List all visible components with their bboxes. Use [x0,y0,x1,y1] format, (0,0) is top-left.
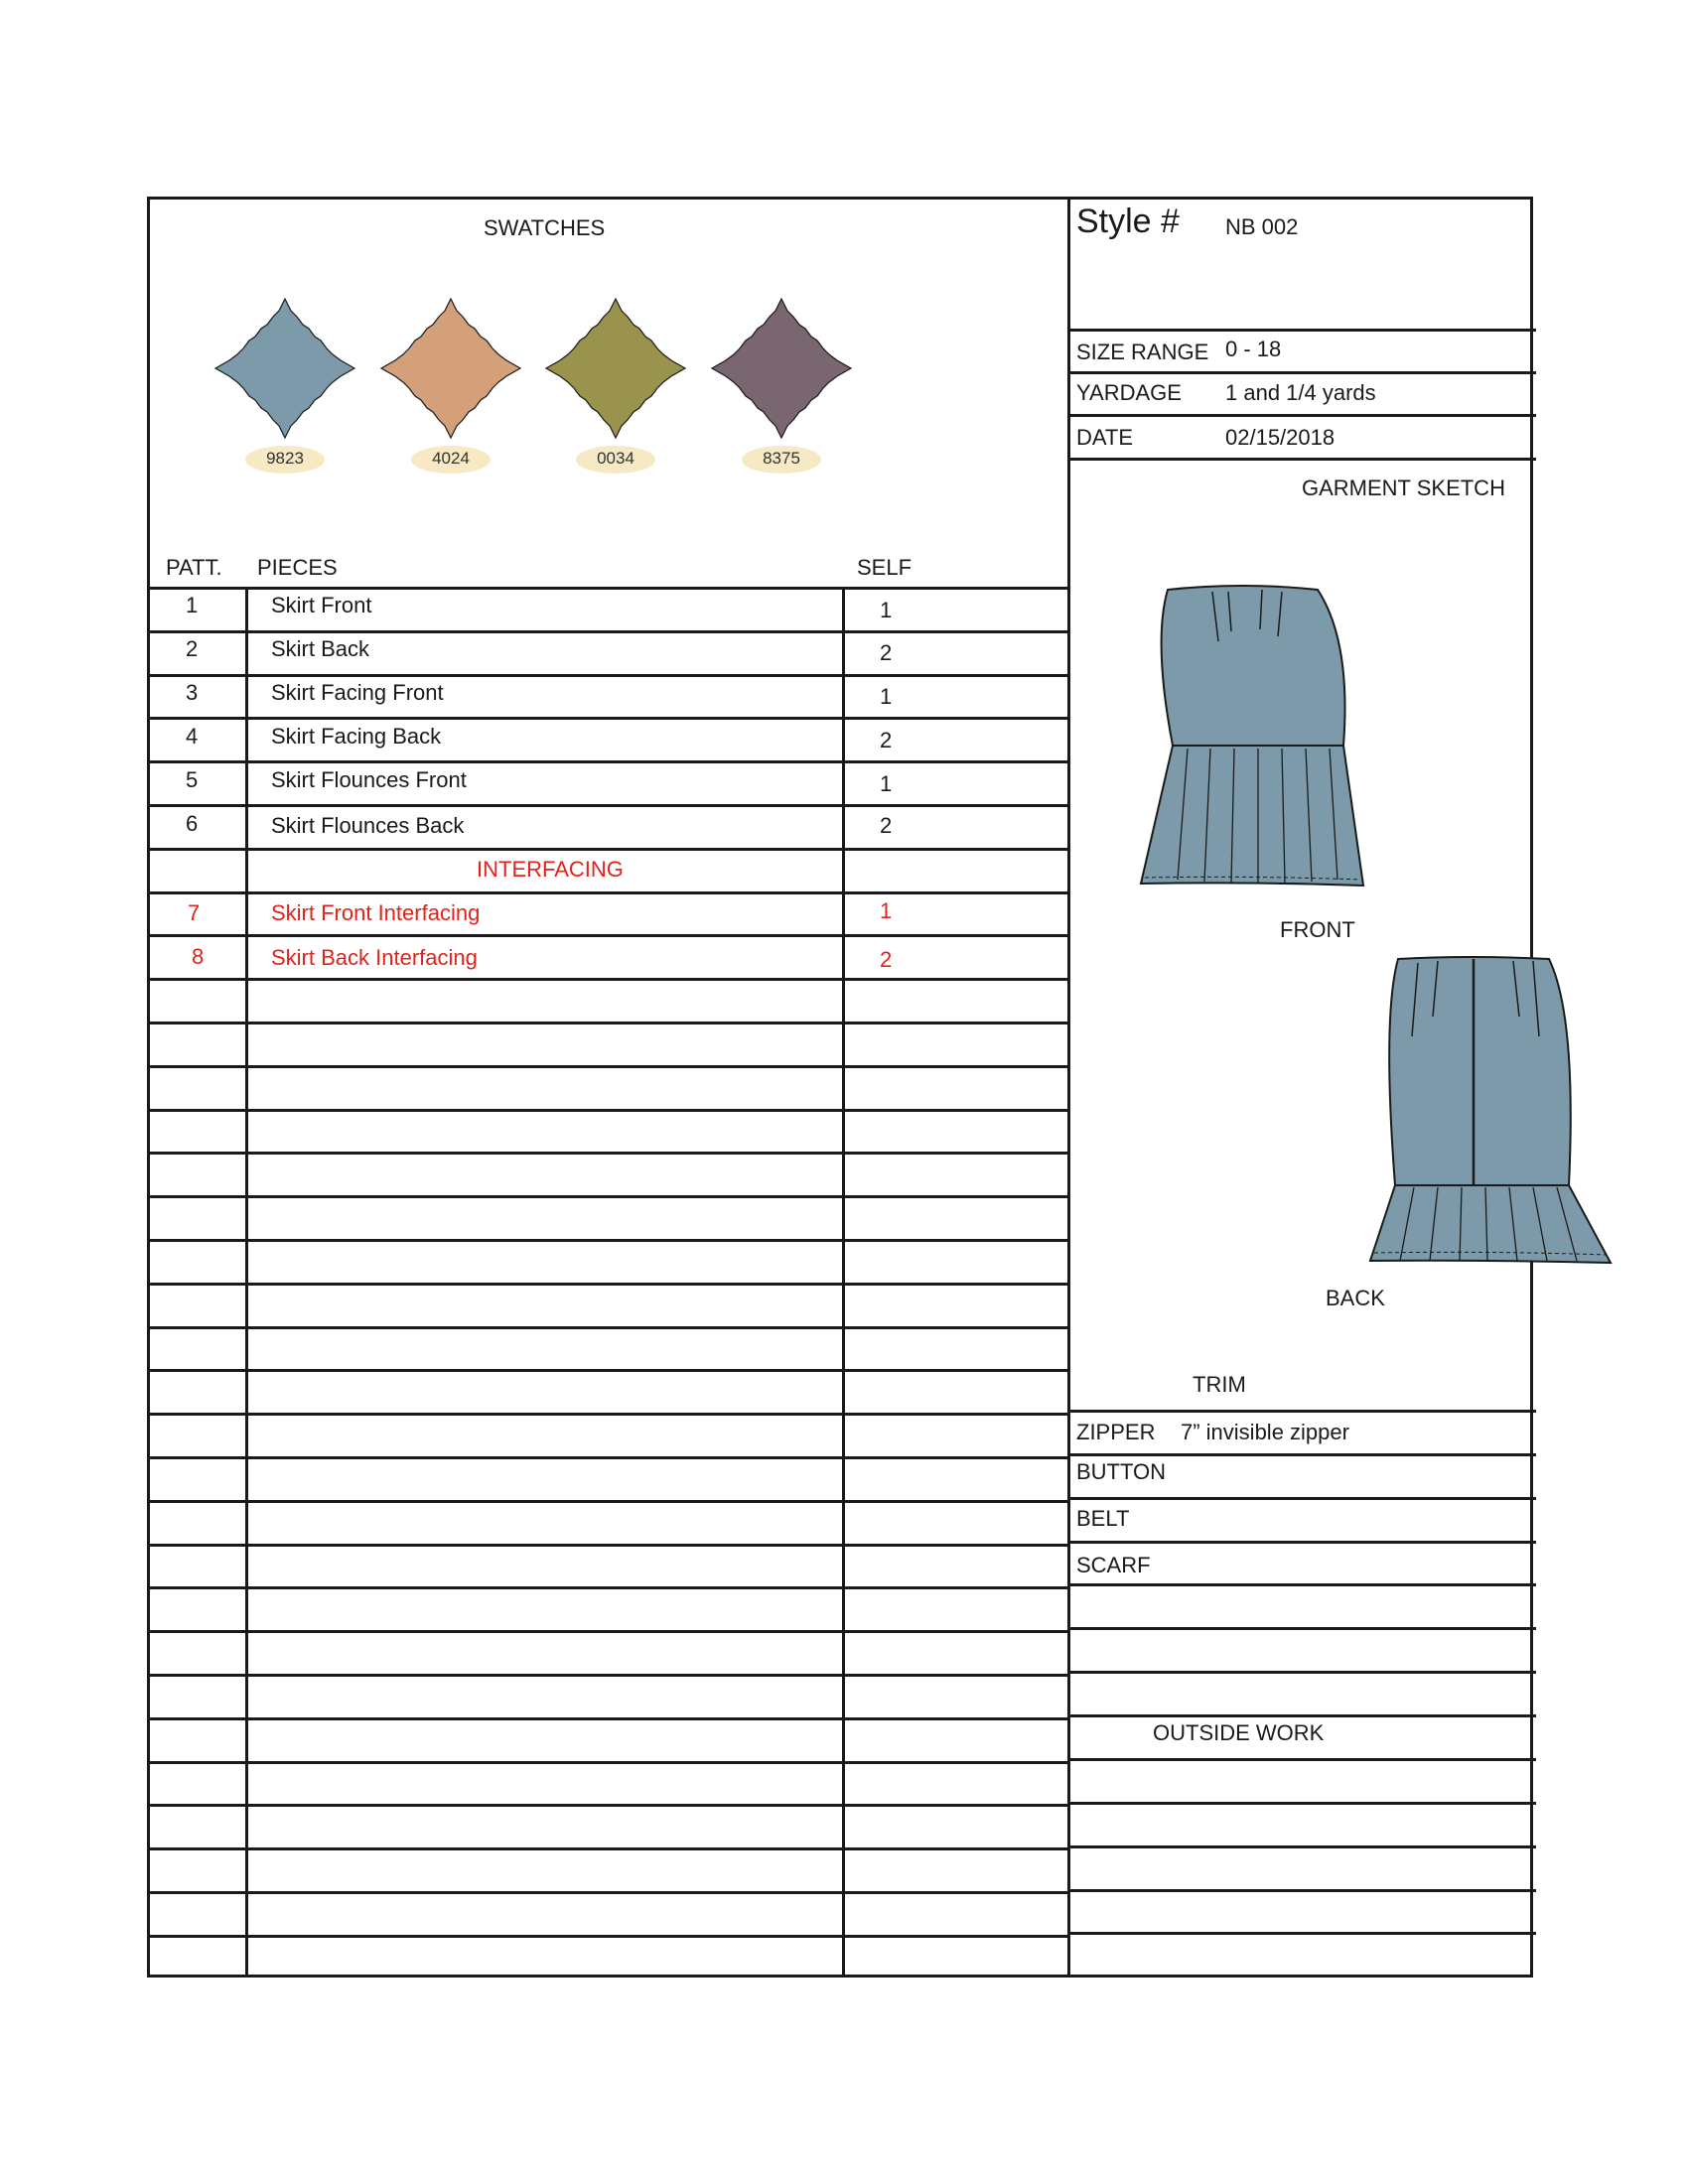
right-row-line [1067,1889,1536,1892]
table-row-line [150,1586,1067,1589]
table-row-line [150,1152,1067,1155]
row1-patt: 1 [186,593,199,617]
style-value: NB 002 [1225,214,1299,239]
row3-self: 1 [880,684,893,709]
table-row-line [150,1022,1067,1024]
row1-self: 1 [880,598,893,622]
table-row-line [150,1891,1067,1894]
table-row-line [150,1674,1067,1677]
date-line [1067,458,1536,461]
right-row-line [1067,1453,1536,1456]
table-row-line [150,1630,1067,1633]
front-skirt-flounce [1141,746,1363,886]
row3-patt: 3 [186,680,199,705]
yardage-label: YARDAGE [1076,380,1182,405]
right-row-line [1067,1410,1536,1413]
swatch-9823 [215,299,354,474]
right-row-line [1067,1802,1536,1805]
zipper-value: 7” invisible zipper [1181,1420,1349,1444]
table-row-line [150,1065,1067,1068]
row5-patt: 5 [186,767,199,792]
row1-piece: Skirt Front [271,593,372,617]
swatch-diamond [546,299,685,438]
table-row-line [150,1109,1067,1112]
scarf-label: SCARF [1076,1553,1151,1577]
garment-sketch-title: GARMENT SKETCH [1302,476,1505,500]
col-pieces-header: PIECES [257,555,338,580]
style-box-line [1067,329,1536,332]
date-label: DATE [1076,425,1134,450]
outside-work-title: OUTSIDE WORK [1153,1720,1325,1745]
row2-self: 2 [880,640,893,665]
swatch-group [150,200,1063,497]
zipper-label: ZIPPER [1076,1420,1156,1444]
front-label: FRONT [1280,917,1355,942]
swatches-title: SWATCHES [484,215,606,240]
table-row-line [150,1326,1067,1329]
row8-self: 2 [880,947,893,972]
table-row-line [150,760,1067,763]
row6-patt: 6 [186,811,199,836]
col-self-header: SELF [857,555,913,580]
table-row-line [150,978,1067,981]
row4-piece: Skirt Facing Back [271,724,442,749]
right-row-line [1067,1541,1536,1544]
yardage-line [1067,414,1536,417]
table-row-line [150,1935,1067,1938]
table-row-line [150,891,1067,894]
right-row-line [1067,1758,1536,1761]
center-divider [1067,200,1070,1975]
row3-piece: Skirt Facing Front [271,680,444,705]
table-row-line [150,1761,1067,1764]
table-row-line [150,674,1067,677]
row5-self: 1 [880,771,893,796]
table-row-line [150,1239,1067,1242]
button-label: BUTTON [1076,1459,1167,1484]
table-row-line [150,848,1067,851]
right-row-line [1067,1714,1536,1717]
table-row-line [150,1369,1067,1372]
row4-self: 2 [880,728,893,752]
yardage-value: 1 and 1/4 yards [1225,380,1376,405]
table-row-line [150,1283,1067,1286]
table-row-line [150,1413,1067,1416]
table-row-line [150,1544,1067,1547]
swatch-8375 [712,299,851,474]
table-row-line [150,1717,1067,1720]
table-row-line [150,1804,1067,1807]
swatch-code: 0034 [597,449,634,468]
row2-patt: 2 [186,636,199,661]
swatch-diamond [381,299,520,438]
table-row-line [150,587,1067,590]
size-range-line [1067,371,1536,374]
table-row-line [150,1195,1067,1198]
table-row-line [150,804,1067,807]
row2-piece: Skirt Back [271,636,370,661]
swatch-code: 4024 [432,449,470,468]
front-skirt-body [1162,586,1345,746]
right-row-line [1067,1845,1536,1848]
row5-piece: Skirt Flounces Front [271,767,467,792]
right-row-line [1067,1671,1536,1674]
patt-column-line [245,587,248,1977]
swatch-4024 [381,299,520,474]
date-value: 02/15/2018 [1225,425,1336,450]
self-column-line [842,587,845,1977]
swatch-code: 8375 [763,449,800,468]
right-row-line [1067,1932,1536,1935]
row8-piece: Skirt Back Interfacing [271,945,478,970]
swatch-0034 [546,299,685,474]
table-row-line [150,1500,1067,1503]
swatch-diamond [712,299,851,438]
table-row-line [150,934,1067,937]
swatch-diamond [215,299,354,438]
table-row-line [150,630,1067,633]
col-patt-header: PATT. [166,555,222,580]
swatch-code: 9823 [266,449,304,468]
table-row-line [150,717,1067,720]
belt-label: BELT [1076,1506,1130,1531]
table-row-line [150,1456,1067,1459]
row7-patt: 7 [188,900,201,925]
row8-patt: 8 [192,944,205,969]
size-range-value: 0 - 18 [1225,337,1282,361]
style-label: Style # [1076,203,1180,240]
front-skirt-sketch [1133,582,1401,880]
right-row-line [1067,1627,1536,1630]
right-row-line [1067,1497,1536,1500]
right-row-line [1067,1583,1536,1586]
back-label: BACK [1326,1286,1385,1310]
table-row-line [150,1847,1067,1850]
back-skirt-sketch [1370,957,1638,1255]
spec-sheet-frame [147,197,1533,1978]
interfacing-heading: INTERFACING [477,857,624,882]
row7-self: 1 [880,898,893,923]
row4-patt: 4 [186,724,199,749]
row6-piece: Skirt Flounces Back [271,813,465,838]
row6-self: 2 [880,813,893,838]
size-range-label: SIZE RANGE [1076,340,1209,364]
back-skirt-body [1389,957,1571,1185]
trim-title: TRIM [1193,1372,1246,1397]
row7-piece: Skirt Front Interfacing [271,900,481,925]
